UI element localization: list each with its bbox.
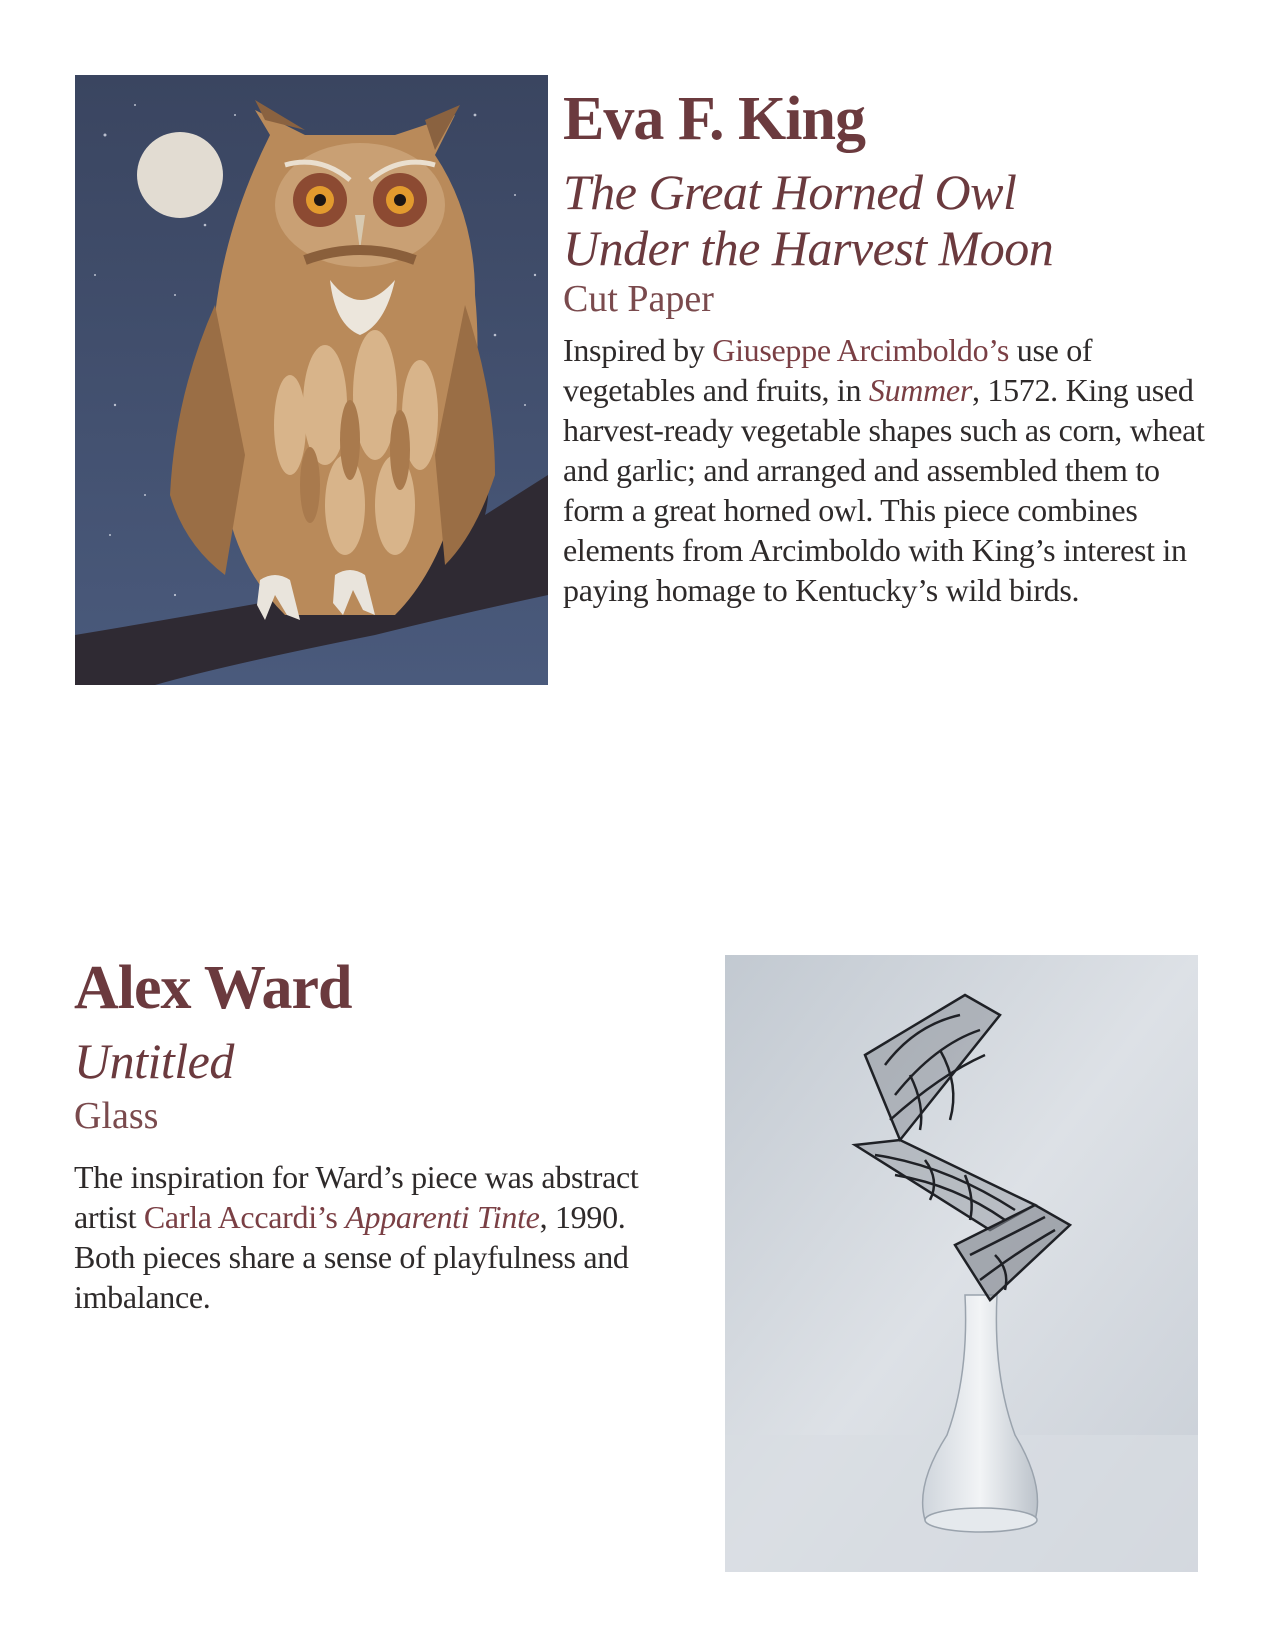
- artwork-description: [74, 1157, 694, 1317]
- description-text: , 1572. King used harvest-ready vegetable shapes such as corn, wheat and garlic; and arranged and assembled them to form a great horned owl. This piece combines elements from Arcimboldo with King’s interest in paying homage to Kentucky’s wild birds.: [563, 372, 1205, 608]
- artwork-title: [563, 164, 1213, 276]
- glass-sculpture-illustration: [725, 955, 1198, 1572]
- description-text: use of vegetables and fruits, in: [563, 332, 1093, 408]
- artwork-description: [563, 330, 1213, 610]
- glass-sculpture-image: [725, 955, 1198, 1572]
- artwork-title-line-1: The Great Horned Owl: [563, 164, 1017, 220]
- referenced-artist: Giuseppe Arcimboldo’s: [712, 332, 1010, 368]
- referenced-artist: Carla Accardi’s: [143, 1199, 338, 1235]
- artwork-title: Untitled: [74, 1033, 234, 1089]
- owl-artwork-image: [75, 75, 548, 685]
- referenced-work: Apparenti Tinte: [345, 1199, 540, 1235]
- owl-illustration: [75, 75, 548, 685]
- referenced-work: Summer: [868, 372, 972, 408]
- description-text: The inspiration for Ward’s piece was abstract artist: [74, 1159, 639, 1235]
- king-text-block: [563, 86, 1213, 610]
- ward-text-block: [74, 955, 694, 1317]
- description-text: Inspired by: [563, 332, 713, 368]
- artwork-medium: Glass: [74, 1095, 159, 1137]
- artwork-medium: Cut Paper: [563, 278, 714, 320]
- artist-name: Eva F. King: [563, 85, 865, 153]
- description-text: , 1990. Both pieces share a sense of playfulness and imbalance.: [74, 1199, 629, 1315]
- artwork-title-line-2: Under the Harvest Moon: [563, 220, 1054, 276]
- artist-name: Alex Ward: [74, 954, 352, 1022]
